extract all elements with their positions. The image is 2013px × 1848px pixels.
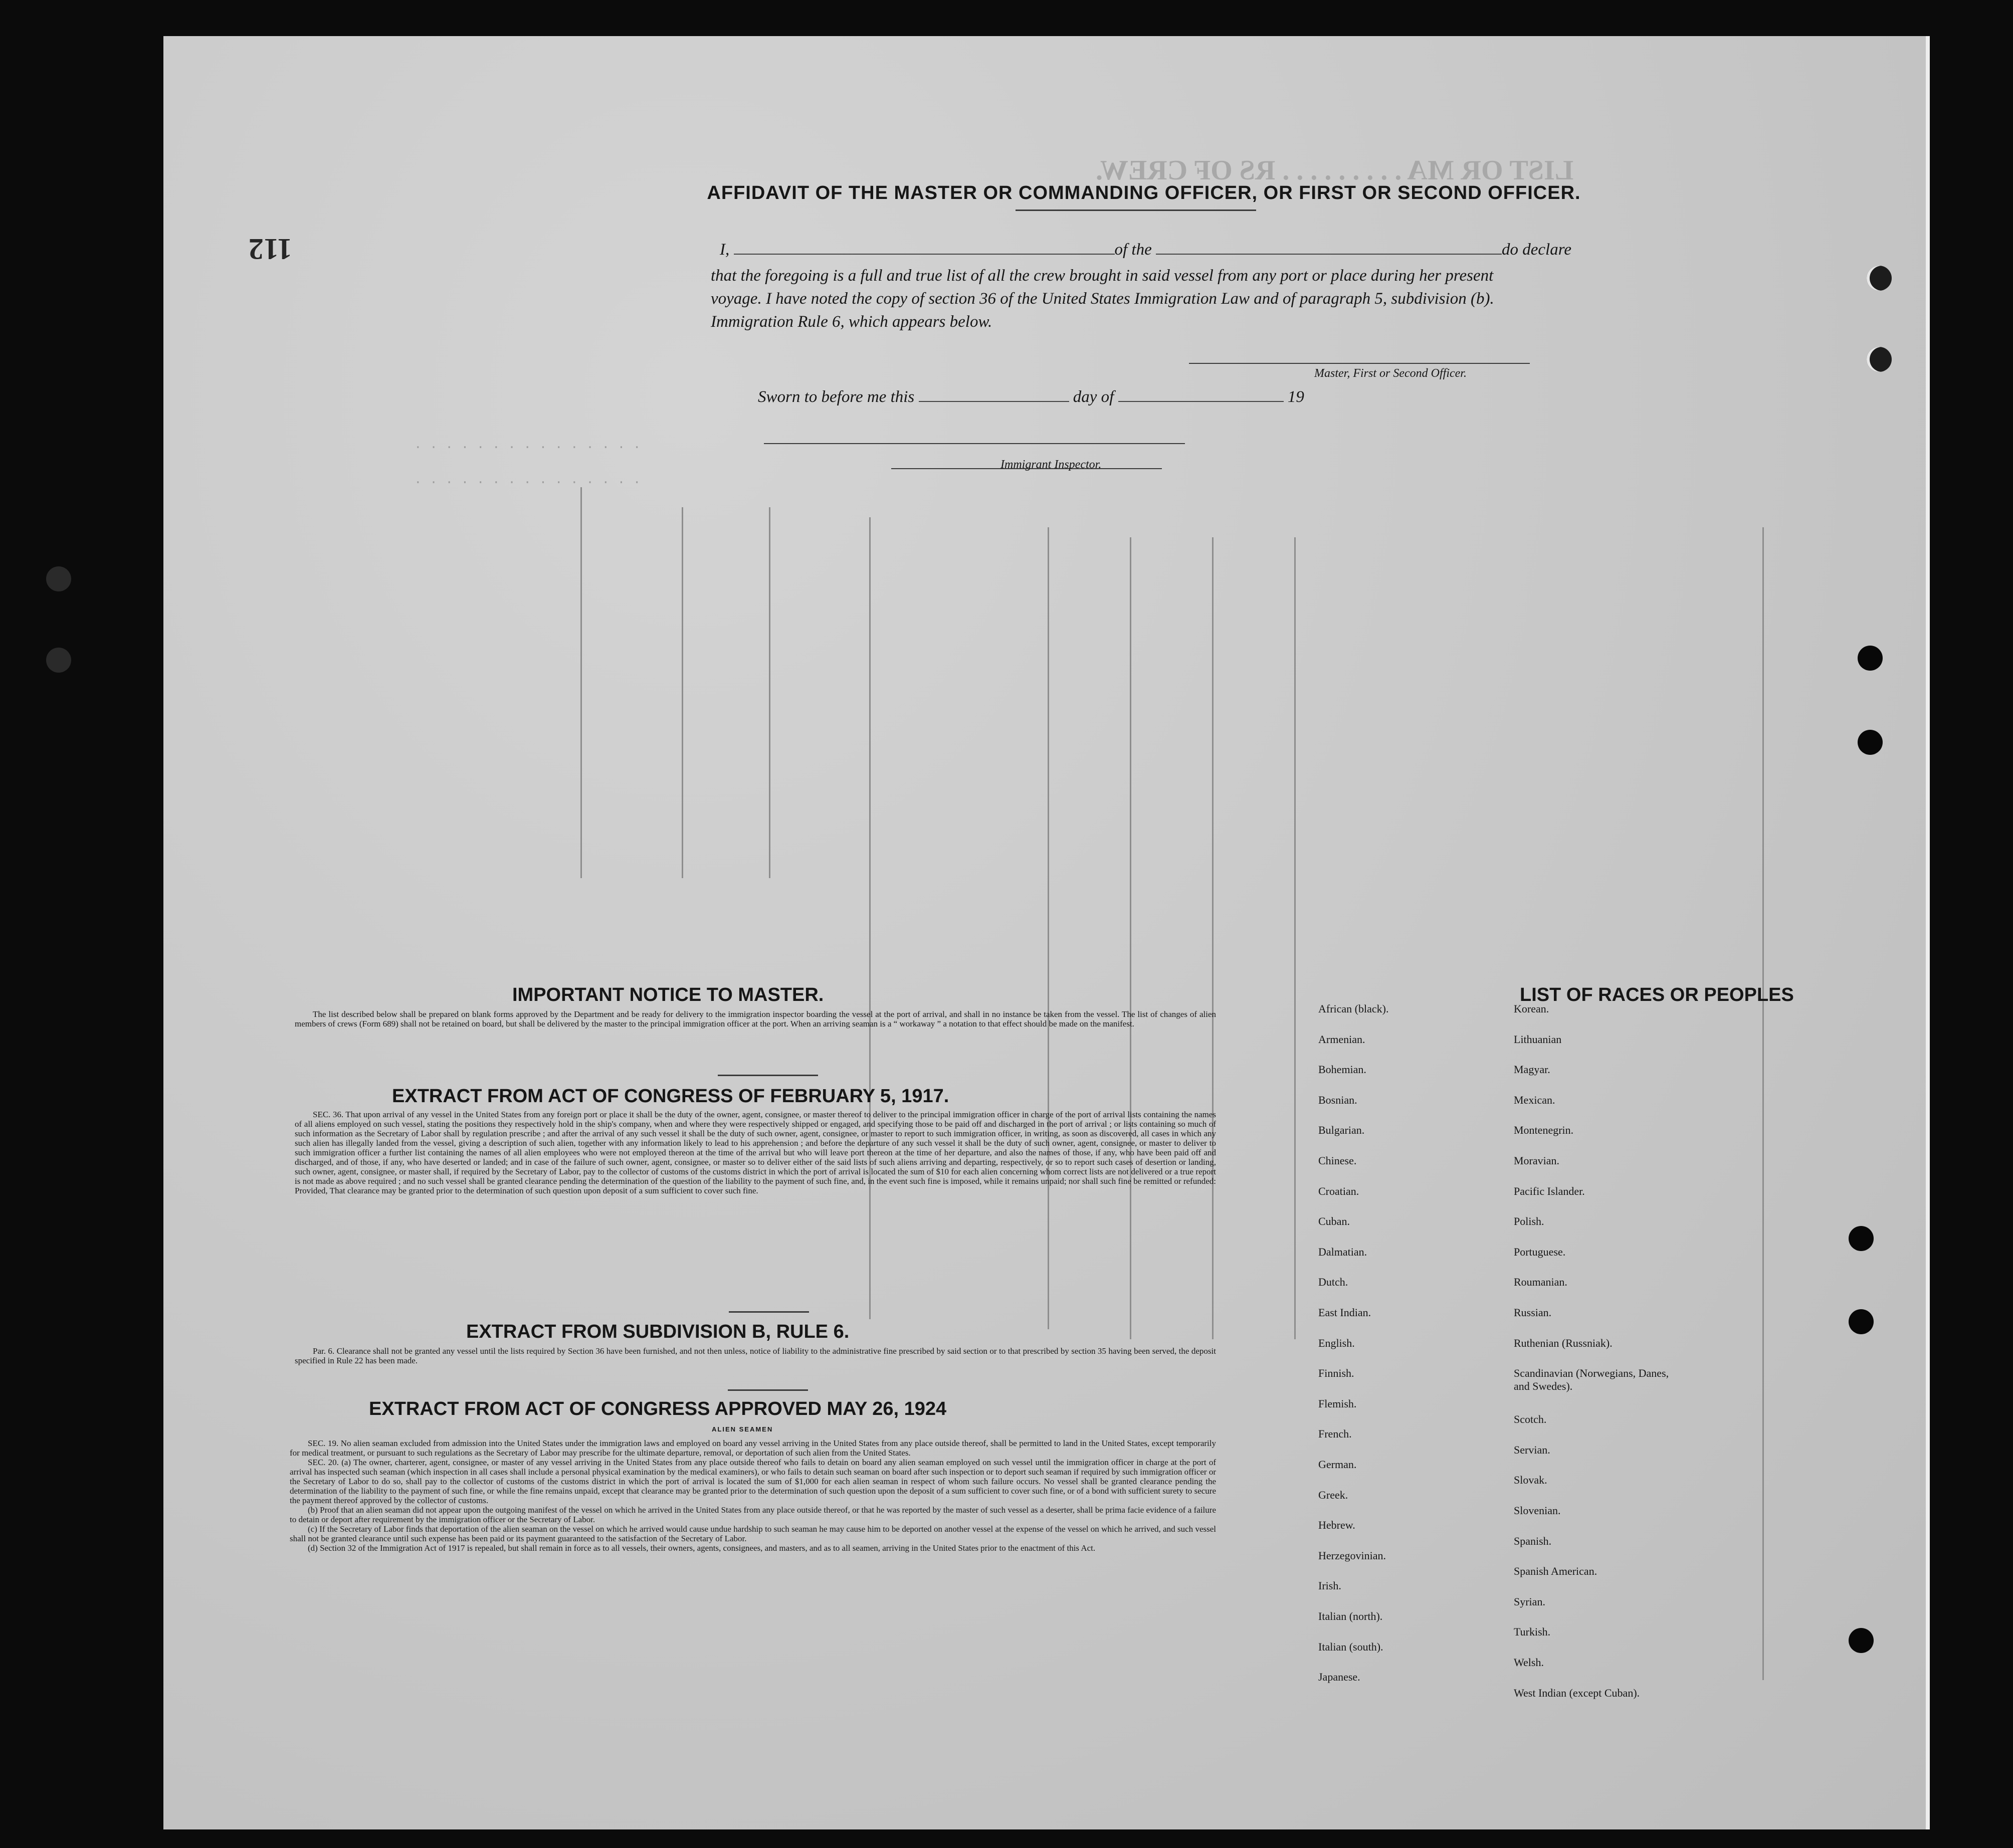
affidavit-line-2: that the foregoing is a full and true list of all the crew brought in said vessel from any port or place during her present xyxy=(711,267,1494,285)
race-item: Korean. xyxy=(1514,1002,1549,1015)
race-item: Spanish. xyxy=(1514,1534,1552,1547)
binder-hole xyxy=(1858,730,1883,755)
sec20b-paragraph: (b) Proof that an alien seaman did not appear upon the outgoing manifest of the vessel on which he arrived in the United States from any place outside thereof, or that he was reported by the master of such vessel as a deserter, shall be prima facie evidence of a failure to detain or deport after requirement by the immigration officer or the Secretary of Labor. xyxy=(290,1505,1216,1524)
inspector-caption: Immigrant Inspector. xyxy=(1000,458,1102,471)
bleed-through-column-line xyxy=(1048,527,1049,1329)
declarant-label: I, xyxy=(720,241,730,259)
race-item: Slovak. xyxy=(1514,1474,1547,1487)
race-item: English. xyxy=(1318,1336,1355,1349)
extract-1917-divider xyxy=(729,1311,809,1313)
race-item: Hebrew. xyxy=(1318,1519,1355,1532)
notice-title: IMPORTANT NOTICE TO MASTER. xyxy=(512,984,824,1005)
race-item: Dutch. xyxy=(1318,1276,1348,1289)
race-item: Irish. xyxy=(1318,1579,1341,1592)
race-item: Pacific Islander. xyxy=(1514,1184,1585,1197)
race-item: Russian. xyxy=(1514,1306,1552,1319)
race-item: Mexican. xyxy=(1514,1093,1555,1106)
rule6-title: EXTRACT FROM SUBDIVISION B, RULE 6. xyxy=(466,1321,850,1342)
extract-1917-text: SEC. 36. That upon arrival of any vessel in the United States from any foreign port or place it shall be the duty of the owner, agent, consignee, or master thereof to deliver to the principal immigration officer in charge of the port of arrival lists containing the names of all aliens employed on such vessel, stating the positions they respectively hold in the ship's company, when and where they were respectively shipped or engaged, and specifying those to be paid off and discharged in the port of arrival ; or lists containing so much of such information as the Secretary of Labor shall by regulation prescribe ; and after the arrival of any such vessel it shall be the duty of such owner, agent, consignee, or master to report to such immigration officer, in writing, as soon as discovered, all cases in which any such alien has illegally landed from the vessel, giving a description of such alien, together with any information likely to lead to his apprehension ; and before the departure of any such vessel it shall be the duty of such owner, agent, consignee, or master to deliver to such immigration officer a further list containing the names of all alien employees who were not employed thereon at the time of the arrival but who will leave port thereon at the time of her departure, and also the names of those, if any, who have been paid off and discharged, and of those, if any, who have deserted or landed; and in case of the failure of such owner, agent, consignee, or master so to deliver either of the said lists of such aliens arriving and departing, respectively, or so to report such cases of desertion or landing, such owner, agent, consignee, or master shall, if required by the Secretary of Labor, pay to the collector of customs of the customs district in which the port of arrival is located the sum of $10 for each alien concerning whom correct lists are not delivered or a true report is not made as above required ; and no such vessel shall be granted clearance pending the determination of the question of the liability to the payment of such fine, and, in the event such fine is imposed, while it remains unpaid; nor shall such fine be remitted or refunded: Provided, That clearance may be granted prior to the determination of such question upon deposit of a sum sufficient to cover such fine. xyxy=(295,1110,1216,1195)
bleed-through-heading: LIST OR MA . . . . . . . . . RS OF CREW. xyxy=(1096,155,1574,186)
bleed-through-row: . . . . . . . . . . . . . . . xyxy=(414,437,641,452)
race-item: Croatian. xyxy=(1318,1184,1359,1197)
of-the-label: of the xyxy=(1114,241,1152,259)
race-item: Servian. xyxy=(1514,1443,1550,1456)
race-item: African (black). xyxy=(1318,1002,1389,1015)
race-item: East Indian. xyxy=(1318,1306,1371,1319)
notice-divider xyxy=(718,1075,818,1076)
race-item: Cuban. xyxy=(1318,1215,1350,1228)
race-item: Welsh. xyxy=(1514,1656,1544,1669)
race-item: Scandinavian (Norwegians, Danes, and Swedes). xyxy=(1514,1367,1669,1393)
affidavit-line-3: voyage. I have noted the copy of section 36 of the United States Immigration Law and of paragraph 5, subdivision (b). xyxy=(711,290,1494,308)
rule6-divider xyxy=(728,1389,808,1391)
race-item: Polish. xyxy=(1514,1215,1544,1228)
sworn-day-field[interactable] xyxy=(919,401,1069,402)
document-page xyxy=(163,36,1930,1829)
race-item: Syrian. xyxy=(1514,1595,1545,1608)
affidavit-title: AFFIDAVIT OF THE MASTER OR COMMANDING OFFICER, OR FIRST OR SECOND OFFICER. xyxy=(707,182,1581,203)
race-item: Italian (south). xyxy=(1318,1640,1383,1653)
race-item: Moravian. xyxy=(1514,1154,1560,1167)
race-item: Dalmatian. xyxy=(1318,1245,1367,1258)
races-title: LIST OF RACES OR PEOPLES xyxy=(1520,984,1794,1005)
race-item: Lithuanian xyxy=(1514,1033,1562,1046)
signature-caption: Master, First or Second Officer. xyxy=(1314,367,1467,380)
binder-hole xyxy=(1849,1628,1874,1653)
race-item: Chinese. xyxy=(1318,1154,1357,1167)
race-item: Bohemian. xyxy=(1318,1063,1366,1076)
race-item: Flemish. xyxy=(1318,1397,1357,1410)
bleed-through-column-line xyxy=(1294,537,1296,1339)
sworn-month-field[interactable] xyxy=(1118,401,1284,402)
race-item: Herzegovinian. xyxy=(1318,1549,1386,1562)
race-item: Scotch. xyxy=(1514,1413,1547,1426)
bleed-through-column-line xyxy=(682,507,683,878)
race-item: Spanish American. xyxy=(1514,1565,1597,1578)
binder-hole xyxy=(1867,266,1892,291)
race-item: West Indian (except Cuban). xyxy=(1514,1686,1640,1699)
margin-hole xyxy=(46,566,71,591)
race-item: Greek. xyxy=(1318,1488,1348,1501)
signature-line[interactable] xyxy=(1189,363,1530,364)
race-item: Turkish. xyxy=(1514,1625,1551,1638)
race-item: Portuguese. xyxy=(1514,1245,1566,1258)
race-item: Slovenian. xyxy=(1514,1504,1561,1517)
bleed-through-row: . . . . . . . . . . . . . . . xyxy=(414,472,641,487)
race-item: Magyar. xyxy=(1514,1063,1550,1076)
bleed-through-column-line xyxy=(769,507,770,878)
binder-hole xyxy=(1849,1226,1874,1251)
year-prefix: 19 xyxy=(1287,388,1304,406)
title-underline xyxy=(1016,210,1256,211)
race-item: Japanese. xyxy=(1318,1671,1360,1684)
race-item: Roumanian. xyxy=(1514,1276,1567,1289)
vessel-name-field[interactable] xyxy=(1156,254,1502,255)
extract-1917-title: EXTRACT FROM ACT OF CONGRESS OF FEBRUARY 5, 1917. xyxy=(392,1086,949,1107)
race-item: German. xyxy=(1318,1458,1357,1471)
race-item: Montenegrin. xyxy=(1514,1124,1574,1137)
race-item: Italian (north). xyxy=(1318,1610,1383,1622)
bleed-through-column-line xyxy=(1212,537,1214,1339)
affidavit-line-4: Immigration Rule 6, which appears below. xyxy=(711,313,992,331)
bleed-through-column-line xyxy=(580,487,582,878)
extract-1924-title: EXTRACT FROM ACT OF CONGRESS APPROVED MAY 26, 1924 xyxy=(369,1398,947,1419)
race-item: Ruthenian (Russniak). xyxy=(1514,1336,1613,1349)
sec20a-paragraph: SEC. 20. (a) The owner, charterer, agent, consignee, or master of any vessel arriving in the United States from any place outside thereof who fails to detain on board any alien seaman employed on such vessel until the immigration officer in charge at the port of arrival has inspected such seaman (which inspection in all cases shall include a personal physical examination by the medical examiners), or who fails to detain such seaman on board after such inspection or to deport such seaman if required by such immigration officer or the Secretary of Labor to do so, shall pay to the collector of customs of the customs district in which the port of arrival is located the sum of $1,000 for each alien seaman in respect of whom such failure occurs. No vessel shall be granted clearance pending the determination of the liability to the payment of such fine, or while the fine remains unpaid, except that clearance may be granted prior to the determination of such question upon the deposit of a sum sufficient to cover such fine, or of a bond with sufficient surety to secure the payment thereof approved by the collector of customs. xyxy=(290,1458,1216,1505)
margin-number: 112 xyxy=(249,233,292,266)
bleed-through-column-line xyxy=(869,517,871,1319)
notice-text: The list described below shall be prepared on blank forms approved by the Department and be ready for delivery to the immigration inspector boarding the vessel at the port of arrival, and shall in no instance be taken from the vessel. The list of changes of alien members of crews (Form 689) shall not be retained on board, but shall be delivered by the master to the principal immigration officer at the port. When an arriving seaman is a “ workaway ” a notation to that effect should be made on the manifest. xyxy=(295,1009,1216,1029)
inspector-rule xyxy=(764,443,1185,444)
rule6-text: Par. 6. Clearance shall not be granted any vessel until the lists required by Section 36 have been furnished, and not then unless, notice of liability to the administrative fine prescribed by said section or to that prescribed by section 35 having been served, the deposit specified in Rule 22 has been made. xyxy=(295,1346,1216,1365)
sec19-paragraph: SEC. 19. No alien seaman excluded from admission into the United States under the immigration laws and employed on board any vessel arriving in the United States from any place outside thereof, shall be permitted to land in the United States, except temporarily for medical treatment, or pursuant to such regulations as the Secretary of Labor may prescribe for the ultimate departure, removal, or deportation of such alien from the United States. xyxy=(290,1439,1216,1458)
race-item: Finnish. xyxy=(1318,1367,1354,1380)
race-item: Bulgarian. xyxy=(1318,1124,1365,1137)
bleed-through-column-line xyxy=(1130,537,1131,1339)
sworn-label: Sworn to before me this xyxy=(758,388,915,406)
sec20c-paragraph: (c) If the Secretary of Labor finds that deportation of the alien seaman on the vessel on which he arrived would cause undue hardship to such seaman he may cause him to be deported on another vessel at the expense of the vessel on which he arrived, and such vessel shall not be granted clearance until such expense has been paid or its payment guaranteed to the satisfaction of the Secretary of Labor. xyxy=(290,1524,1216,1543)
declarant-name-field[interactable] xyxy=(734,254,1115,255)
bleed-through-column-line xyxy=(1762,527,1764,1680)
extract-1924-text xyxy=(290,1439,1216,1553)
sec20d-paragraph: (d) Section 32 of the Immigration Act of 1917 is repealed, but shall remain in force as to all vessels, their owners, agents, consignees, and masters, and as to all seamen, arriving in the United States prior to the enactment of this Act. xyxy=(308,1543,1096,1553)
binder-hole xyxy=(1858,646,1883,671)
day-of-label: day of xyxy=(1073,388,1114,406)
sworn-line xyxy=(758,388,1304,406)
margin-hole xyxy=(46,648,71,673)
race-item: French. xyxy=(1318,1427,1352,1441)
race-item: Armenian. xyxy=(1318,1033,1365,1046)
binder-hole xyxy=(1849,1309,1874,1334)
affidavit-line-1 xyxy=(720,241,1571,259)
do-declare-label: do declare xyxy=(1501,241,1571,259)
race-item: Bosnian. xyxy=(1318,1093,1357,1106)
binder-hole xyxy=(1867,347,1892,372)
alien-seamen-subtitle: ALIEN SEAMEN xyxy=(712,1425,773,1433)
